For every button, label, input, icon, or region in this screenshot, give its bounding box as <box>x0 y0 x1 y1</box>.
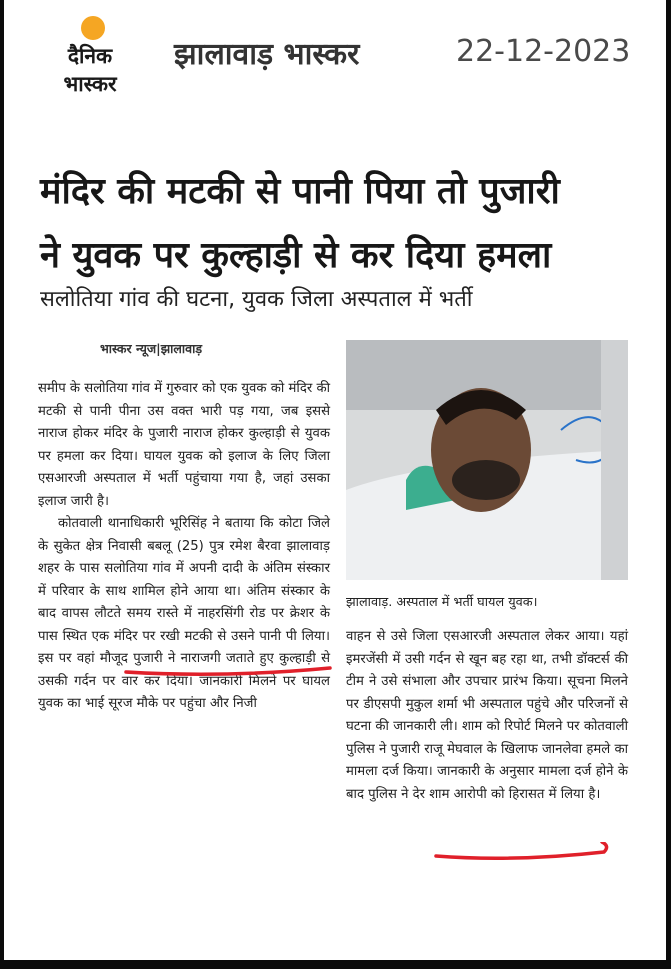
edition-name: झालावाड़ भास्कर <box>174 37 360 72</box>
patient-photo <box>346 340 628 580</box>
newspaper-clipping <box>4 0 666 960</box>
underline-highlight-2 <box>434 842 610 862</box>
dainik-bhaskar-logo <box>30 12 150 108</box>
headline-line-2: ने युवक पर कुल्हाड़ी से कर दिया हमला <box>40 235 552 276</box>
headline-line-1: मंदिर की मटकी से पानी पिया तो पुजारी <box>40 171 560 212</box>
paragraph-1: समीप के सलोतिया गांव में गुरुवार को एक युवक को मंदिर की मटकी से पानी पीना उस वक्त भारी पड़ गया, जब इससे नाराज होकर मंदिर के पुजारी नाराज होकर कुल्हाड़ी से युवक पर हमला कर दिया। घायल युवक को इलाज के लिए जिला एसआरजी अस्पताल में भर्ती पहुंचाया गया है, जहां उसका इलाज जारी है। <box>38 381 330 509</box>
paragraph-2: कोतवाली थानाधिकारी भूरिसिंह ने बताया कि कोटा जिले के सुकेत क्षेत्र निवासी बबलू (25) पुत्र रमेश बैरवा झालावाड़ शहर के पास सलोतिया गांव में अपनी दादी के अंतिम संस्कार में परिवार के साथ शामिल होने आया था। अंतिम संस्कार के बाद वापस लौटते समय रास्ते में नाहरसिंगी रोड पर क्रेशर के पास स्थित एक मंदिर पर रखी मटकी से उसने पानी पी लिया। इस पर वहां मौजूद पुजारी ने नाराजगी जताते हुए कुल्हाड़ी से उसकी गर्दन पर वार कर दिया। जानकारी मिलने पर घायल युवक का भाई सूरज मौके पर पहुंचा और निजी <box>38 516 330 711</box>
logo-text-line2: भास्कर <box>63 72 117 96</box>
underline-highlight-1 <box>124 662 334 678</box>
subheadline: सलोतिया गांव की घटना, युवक जिला अस्पताल में भर्ती <box>40 287 473 312</box>
sun-icon <box>81 16 105 40</box>
publication-date: 22-12-2023 <box>456 34 631 69</box>
headline <box>40 160 660 288</box>
article-column-2: वाहन से उसे जिला एसआरजी अस्पताल लेकर आया। यहां इमरजेंसी में उसी गर्दन से खून बह रहा था, तभी डॉक्टर्स की टीम ने उसे संभाला और उपचार प्रारंभ किया। सूचना मिलने पर डीएसपी मुकुल शर्मा भी अस्पताल पहुंचे और परिजनों से घटना की जानकारी ली। शाम को रिपोर्ट मिलने पर कोतवाली पुलिस ने पुजारी राजू मेघवाल के खिलाफ जानलेवा हमले का मामला दर्ज किया। जानकारी के अनुसार मामला दर्ज होने के बाद पुलिस ने देर शाम आरोपी को हिरासत में लिया है। <box>346 629 628 802</box>
logo-text-line1: दैनिक <box>67 44 113 68</box>
photo-caption: झालावाड़. अस्पताल में भर्ती घायल युवक। <box>346 595 538 610</box>
byline: भास्कर न्यूज|झालावाड़ <box>100 341 203 356</box>
